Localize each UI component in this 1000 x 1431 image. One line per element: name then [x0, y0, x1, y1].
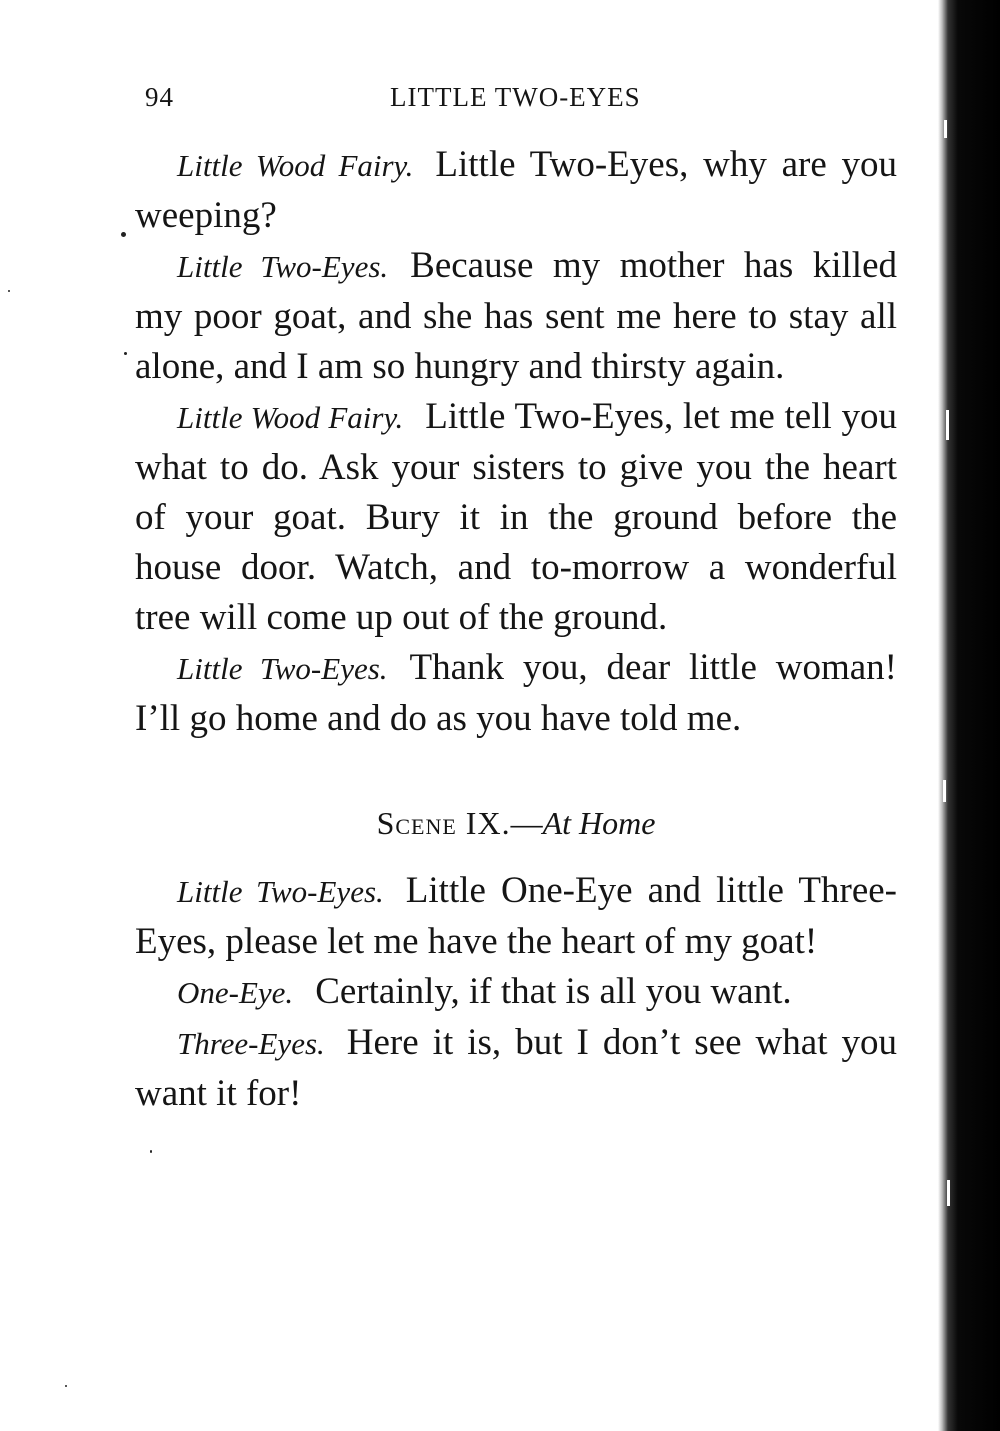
speaker-name: One-Eye. [177, 975, 294, 1010]
speaker-name: Little Two-Eyes. [177, 249, 389, 284]
spoken-text: Little One-Eye and little Three-Eyes, please let me have the heart of my goat! [135, 870, 897, 962]
spoken-text: Thank you, dear little woman! I’ll go home and do as you have told me. [135, 647, 897, 739]
spoken-text: Little Two-Eyes, let me tell you what to do. Ask your sisters to give you the heart of your goat. Bury it in the ground before the house door. Watch, and to-morrow a wonderful tree will come up out of the ground. [135, 396, 898, 638]
running-title: LITTLE TWO-EYES [390, 82, 641, 112]
running-header [145, 82, 895, 112]
scene-dash: — [510, 805, 543, 841]
ink-speck [150, 1150, 152, 1153]
dialogue-line [135, 967, 897, 1018]
spoken-text: Here it is, but I don’t see what you want it for! [135, 1022, 897, 1114]
page-number: 94 [145, 82, 174, 112]
book-spine-shadow [938, 0, 1000, 1431]
speaker-name: Little Two-Eyes. [177, 874, 384, 909]
spine-speck [946, 410, 949, 440]
dialogue-line [135, 1018, 897, 1119]
scene-heading [135, 800, 897, 846]
spine-speck [943, 780, 946, 802]
spine-speck [947, 1180, 950, 1206]
ink-speck [121, 232, 126, 237]
ink-speck [8, 290, 10, 292]
dialogue-line [135, 643, 897, 744]
speaker-name: Three-Eyes. [177, 1026, 325, 1061]
dialogue-line [135, 241, 897, 392]
body-text [135, 140, 897, 1119]
speaker-name: Little Two-Eyes. [177, 651, 388, 686]
dialogue-line [135, 866, 897, 967]
dialogue-line [135, 392, 897, 643]
dialogue-line [135, 140, 897, 241]
speaker-name: Little Wood Fairy. [177, 148, 414, 183]
scene-place: At Home [542, 805, 656, 841]
spine-speck [944, 120, 947, 138]
ink-speck [65, 1385, 67, 1387]
scene-label: Scene IX. [376, 805, 511, 841]
spoken-text: Because my mother has killed my poor goat, and she has sent me here to stay all alone, and I am so hungry and thirsty again. [135, 245, 897, 387]
ink-speck [124, 352, 127, 355]
spoken-text: Little Two-Eyes, why are you weeping? [135, 144, 898, 236]
spoken-text: Certainly, if that is all you want. [315, 971, 792, 1012]
speaker-name: Little Wood Fairy. [177, 400, 404, 435]
